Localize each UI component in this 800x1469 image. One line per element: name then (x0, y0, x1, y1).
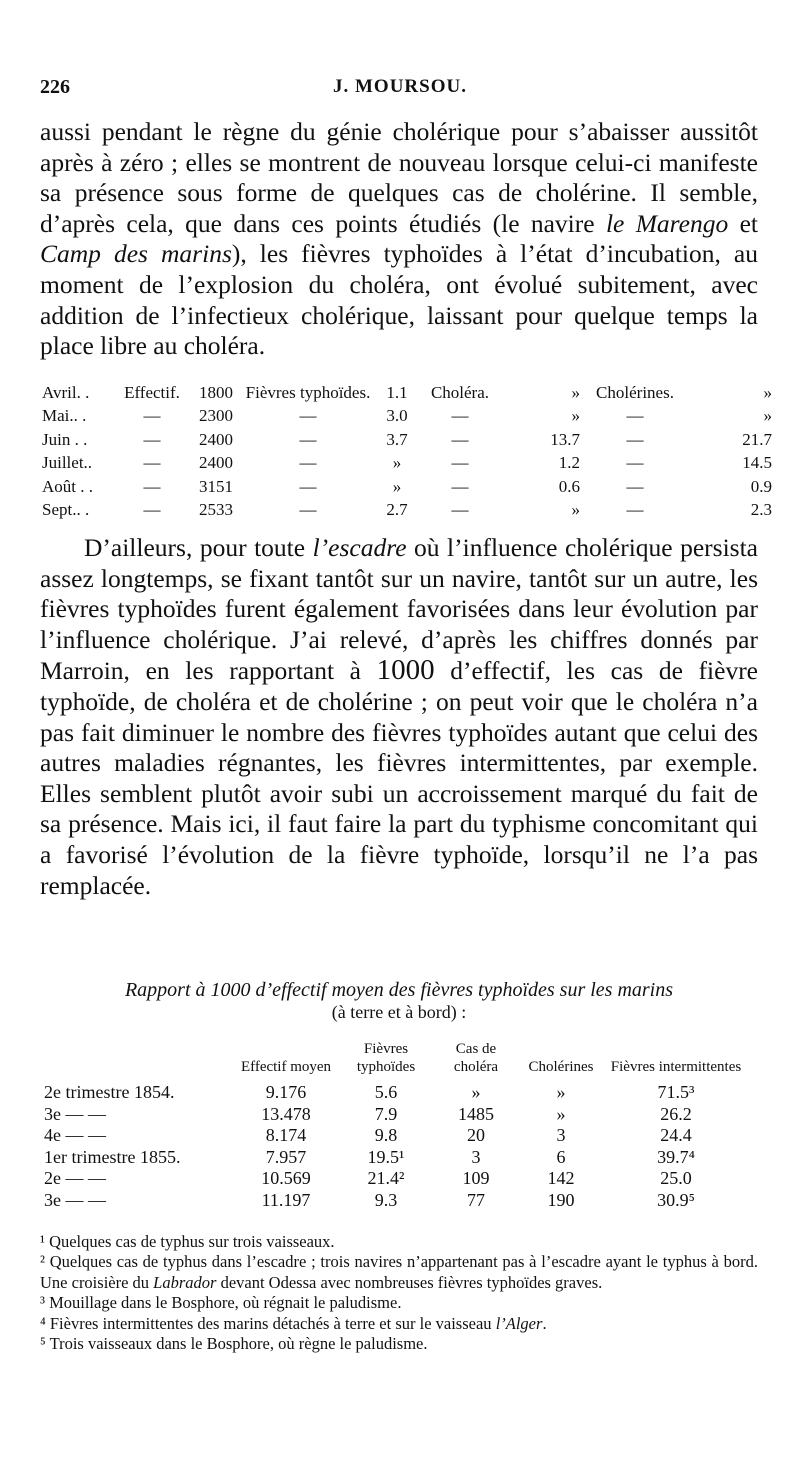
table-cell: 21.4² (367, 1168, 405, 1189)
table-cell: 3151 (199, 476, 233, 496)
footnotes (40, 1232, 758, 1354)
paragraph-1 (40, 117, 758, 362)
table-cell: 142 (547, 1168, 575, 1189)
table-cell: 13.7 (550, 429, 580, 449)
table-cell: Mai.. . (42, 406, 87, 426)
number-1000: 1000 (376, 654, 435, 687)
table-row (42, 452, 772, 476)
table-cell: 9.3 (374, 1189, 398, 1210)
table-cell: 3.7 (386, 429, 408, 449)
table-cell: — (626, 429, 644, 449)
table-row (44, 1168, 746, 1190)
paragraph-2-text: d’effectif, les cas de fièvre typhoïde, de choléra et de cholérine ; on peut voir que le choléra n’a pas fait diminuer le nombre des fièvres typhoïdes autant que celui des autres maladies régnantes, les fièvres intermittentes, par exemple. Elles semblent plutôt avoir subi un accroissement marqué du fait de sa présence. Mais ici, il faut faire la part du typhisme concomitant qui a favorisé l’évolution de la fièvre typhoïde, lorsqu’il ne l’a pas remplacée. (40, 656, 758, 900)
footnote-4-text: . (542, 1313, 547, 1333)
table-cell: 1.2 (558, 453, 580, 473)
footnote-2-text: ² Quelques cas de typhus dans l’escadre ; trois navires n’appartenant pas à l’escadre ayant le typhus à bord. Une croisière du (40, 1252, 758, 1292)
table-cell: — (299, 500, 317, 520)
table-cell: — (451, 429, 469, 449)
table-cell: 1er trimestre 1855. (44, 1146, 181, 1167)
table-cell: » (556, 1082, 566, 1103)
table-cell: — (143, 406, 161, 426)
paragraph-2 (40, 533, 758, 901)
table-cell: 109 (462, 1168, 490, 1189)
table-cell: — (143, 429, 161, 449)
table-cell: — (626, 476, 644, 496)
table-cell: 0.6 (558, 476, 580, 496)
table-cell: » (392, 453, 402, 473)
table-cell: » (571, 500, 580, 520)
running-head: J. MOURSOU. (333, 76, 467, 97)
column-header: Fièvres typhoïdes (356, 1041, 416, 1075)
table-cell: 20 (467, 1125, 485, 1146)
table-cell: » (392, 476, 402, 496)
table-cell: Effectif. (124, 382, 180, 402)
page-header (40, 76, 760, 106)
table-cell: 71.5³ (657, 1082, 695, 1103)
table-cell: Choléra. (430, 382, 490, 402)
table-cell: » (763, 406, 772, 426)
table-cell: 7.957 (265, 1146, 307, 1167)
table-cell: — (451, 453, 469, 473)
table-cell: 4e — — (44, 1125, 106, 1146)
table-cell: — (451, 406, 469, 426)
table-cell: 77 (467, 1189, 485, 1210)
table-cell: — (143, 500, 161, 520)
table-cell: — (626, 406, 644, 426)
table-cell: 11.197 (261, 1189, 311, 1210)
column-header: Cas de choléra (453, 1041, 499, 1075)
table-cell: — (299, 476, 317, 496)
table-cell: 3.0 (386, 406, 408, 426)
table-row (42, 405, 772, 429)
table-cell: 3 (556, 1125, 566, 1146)
paragraph-2-text: où l’influence cholérique persista assez longtemps, se fixant tantôt sur un navire, tantôt sur un autre, les fièvres typhoïdes furent également favorisées dans leur évolution par l’influence cholérique. J’ai relevé, d’après les chiffres donnés par Marroin, en les rapportant à (40, 533, 759, 686)
footnote-1: ¹ Quelques cas de typhus sur trois vaisseaux. (40, 1232, 335, 1251)
paragraph-1-text: et (728, 208, 758, 238)
table-row (44, 1082, 746, 1104)
table-cell: » (763, 382, 772, 402)
table-cell: — (626, 453, 644, 473)
table-cell: 2e — — (44, 1168, 106, 1189)
table-cell: 0.9 (750, 476, 772, 496)
table-cell: 8.174 (265, 1125, 307, 1146)
column-header: Fièvres intermittentes (610, 1059, 742, 1075)
table-cell: 30.9⁵ (657, 1189, 695, 1210)
table-cell: 2e trimestre 1854. (44, 1082, 175, 1103)
table-cell: 21.7 (742, 429, 772, 449)
table-cell: 2.3 (750, 500, 772, 520)
table-row (44, 1190, 746, 1212)
table-cell: Cholérines. (596, 382, 674, 402)
table-cell: 2300 (199, 406, 233, 426)
table-cell: Août . . (42, 476, 93, 496)
table-cell: » (571, 406, 580, 426)
ship-name-marengo: le Marengo (605, 208, 729, 238)
table-cell: Sept.. . (42, 500, 90, 520)
footnote-4 (40, 1314, 758, 1334)
table-cell: 3 (471, 1146, 481, 1167)
table-caption-sub: (à terre et à bord) : (331, 1002, 467, 1022)
table-cell: Juin . . (42, 429, 88, 449)
table-cell: — (143, 453, 161, 473)
table-cell: 10.569 (261, 1168, 311, 1189)
table-cell: 7.9 (374, 1103, 398, 1124)
ship-name-alger: l’Alger (495, 1313, 543, 1333)
table-cell: Avril. . (42, 382, 90, 402)
quarterly-table (44, 1040, 746, 1211)
table-row (42, 428, 772, 452)
page-number: 226 (40, 76, 70, 98)
monthly-table (42, 381, 772, 522)
table-cell: 14.5 (742, 453, 772, 473)
footnote-2 (40, 1252, 758, 1293)
table-cell: — (299, 453, 317, 473)
footnote-4-text: ⁴ Fièvres intermittentes des marins détachés à terre et sur le vaisseau (40, 1313, 496, 1333)
table-cell: 1.1 (386, 382, 408, 402)
table-cell: Juillet.. (42, 453, 93, 473)
table-cell: 2.7 (386, 500, 408, 520)
footnote-3: ³ Mouillage dans le Bosphore, où régnait le paludisme. (40, 1293, 402, 1313)
table-cell: 19.5¹ (367, 1146, 405, 1167)
table-cell: 9.8 (374, 1125, 398, 1146)
italic-escadre: l’escadre (312, 533, 407, 562)
table-cell: » (471, 1082, 481, 1103)
paragraph-2-text: D’ailleurs, pour toute (84, 533, 313, 562)
table-cell: 3e — — (44, 1103, 106, 1124)
column-header: Cholérines (528, 1059, 594, 1075)
table-cell: 13.478 (261, 1103, 311, 1124)
table-row (44, 1125, 746, 1147)
footnote-5: ⁵ Trois vaisseaux dans le Bosphore, où règne le paludisme. (40, 1334, 428, 1354)
table-cell: 25.0 (660, 1168, 692, 1189)
table-cell: 1800 (199, 382, 233, 402)
table-cell: 39.7⁴ (657, 1146, 695, 1167)
column-header (44, 1040, 236, 1082)
paragraph-1-text: aussi pendant le règne du génie cholérique pour s’abaisser aussitôt après à zéro ; elles se montrent de nouveau lorsque celui-ci manifeste sa présence sous forme de quelques cas de cholérine. Il semble, d’après cela, que dans ces points étudiés (le navire (40, 117, 758, 238)
table-cell: 2533 (199, 500, 233, 520)
table-cell: 9.176 (265, 1082, 307, 1103)
table-row (42, 475, 772, 499)
table-cell: — (626, 500, 644, 520)
table-cell: 1485 (458, 1103, 494, 1124)
table-row (42, 381, 772, 405)
footnote-2-text: devant Odessa avec nombreuses fièvres typhoïdes graves. (216, 1272, 603, 1292)
table-row (42, 499, 772, 523)
table-caption: Rapport à 1000 d’effectif moyen des fièvres typhoïdes sur les marins (124, 979, 674, 1001)
table-cell: 5.6 (374, 1082, 398, 1103)
table-cell: Fièvres typhoïdes. (245, 382, 371, 402)
table-cell: 26.2 (660, 1103, 692, 1124)
table-cell: 2400 (199, 453, 233, 473)
table-cell: — (451, 476, 469, 496)
table-cell: — (451, 500, 469, 520)
table-row (44, 1147, 746, 1169)
table-cell: 6 (556, 1146, 566, 1167)
table-cell: — (299, 406, 317, 426)
table-cell: 3e — — (44, 1189, 106, 1210)
table-cell: 2400 (199, 429, 233, 449)
table-cell: — (299, 429, 317, 449)
column-header: Effectif moyen (240, 1059, 332, 1075)
place-camp-des-marins: Camp des marins (40, 239, 232, 269)
table-cell: 24.4 (660, 1125, 692, 1146)
table-cell: — (143, 476, 161, 496)
table-cell: » (556, 1103, 566, 1124)
paragraph-1-text: ), les fièvres typhoïdes à l’état d’incubation, au moment de l’explosion du choléra, ont évolué subitement, avec addition de l’infectieux cholérique, laissant pour quelque temps la place libre au choléra. (40, 239, 758, 361)
table-cell: » (571, 382, 580, 402)
table-cell: 190 (547, 1189, 575, 1210)
table-row (44, 1104, 746, 1126)
ship-name-labrador: Labrador (153, 1272, 217, 1292)
